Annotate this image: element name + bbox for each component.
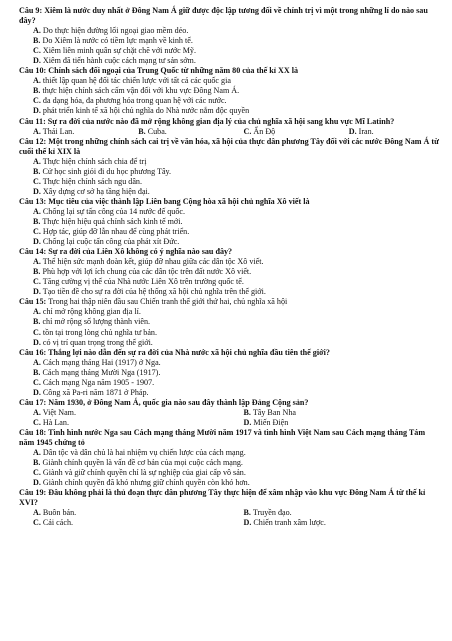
question-10	[19, 66, 440, 116]
option-letter: D.	[33, 287, 41, 297]
option-c	[19, 328, 440, 338]
question-stem: Mục tiêu của việc thành lập Liên bang Cộng hòa xã hội chủ nghĩa Xô viết là	[48, 196, 310, 206]
option-text: Giành chính quyền là vấn đề cơ bản của mọi cuộc cách mạng.	[42, 458, 243, 468]
option-letter: A.	[33, 307, 41, 317]
option-letter: C.	[33, 176, 41, 186]
option-a	[19, 257, 440, 267]
option-text: phát triển kinh tế xã hội chủ nghĩa do Nhà nước nắm độc quyền	[42, 106, 250, 116]
option-text: Cách mạng Nga năm 1905 - 1907.	[42, 377, 155, 387]
option-text: Xiêm liên minh quân sự chặt chẽ với nước Mỹ.	[42, 46, 197, 56]
question-label: Câu 17:	[19, 397, 47, 407]
option-b	[230, 408, 441, 418]
option-text: Chiến tranh xâm lược.	[253, 518, 326, 528]
option-text: Giành chính quyền đã khó nhưng giữ chính quyền còn khó hơn.	[42, 478, 250, 488]
option-d	[19, 187, 440, 197]
option-row	[19, 127, 440, 137]
option-letter: C.	[33, 96, 41, 106]
question-label: Câu 13:	[19, 196, 47, 206]
option-letter: D.	[33, 387, 41, 397]
option-text: thiết lập quan hệ đối tác chiến lược với tất cả các quốc gia	[42, 76, 231, 86]
option-a	[19, 157, 440, 167]
option-d	[19, 237, 440, 247]
option-b	[19, 267, 440, 277]
option-c	[19, 96, 440, 106]
option-letter: B.	[33, 216, 41, 226]
option-letter: A.	[33, 206, 41, 216]
option-letter: C.	[243, 126, 252, 136]
question-label: Câu 18:	[19, 427, 47, 437]
option-text: Chống lại sự tấn công của 14 nước đế quốc.	[42, 206, 185, 216]
option-text: Tây Ban Nha	[252, 407, 296, 417]
option-text: Xây dựng cơ sở hạ tầng hiện đại.	[42, 186, 150, 196]
option-letter: B.	[33, 367, 41, 377]
option-text: tồn tại trong lòng chủ nghĩa tư bản.	[42, 327, 157, 337]
option-text: Do Xiêm là nước có tiềm lực mạnh về kinh tế.	[42, 36, 193, 46]
option-letter: D.	[348, 126, 357, 136]
option-letter: D.	[33, 56, 41, 66]
option-text: Iran.	[358, 126, 374, 136]
option-text: Thái Lan.	[42, 126, 75, 136]
option-row	[19, 418, 440, 428]
option-c	[19, 468, 440, 478]
option-b	[19, 368, 440, 378]
question-text	[19, 488, 440, 508]
option-text: có vị trí quan trọng trong thế giới.	[42, 337, 153, 347]
question-stem: Năm 1930, ở Đông Nam Á, quốc gia nào sau đây thành lập Đảng Cộng sản?	[48, 397, 309, 407]
option-letter: D.	[33, 478, 41, 488]
option-text: Hợp tác, giúp đỡ lẫn nhau để cùng phát triển.	[42, 227, 190, 237]
option-text: Cử học sinh giỏi đi du học phương Tây.	[42, 166, 172, 176]
question-label: Câu 12:	[19, 136, 47, 146]
option-text: Cách mạng tháng Hai (1917) ở Nga.	[42, 357, 161, 367]
option-text: Giành và giữ chính quyền chỉ là sự nghiệp của giai cấp vô sản.	[42, 468, 246, 478]
option-letter: B.	[243, 508, 251, 518]
option-letter: D.	[33, 106, 41, 116]
option-letter: B.	[243, 407, 251, 417]
option-text: Cuba.	[147, 126, 167, 136]
option-letter: B.	[33, 267, 41, 277]
question-text	[19, 117, 440, 127]
option-c	[19, 227, 440, 237]
question-label: Câu 19:	[19, 488, 47, 498]
option-a	[19, 207, 440, 217]
option-letter: B.	[138, 126, 146, 136]
option-row	[19, 508, 440, 518]
question-stem: Một trong những chính sách cai trị về văn hóa, xã hội của thực dân phương Tây đối với các nước Đông Nam Á từ cuối thế kỉ XIX là	[19, 136, 439, 156]
option-text: Truyền đạo.	[252, 508, 292, 518]
option-letter: B.	[33, 317, 41, 327]
option-a	[19, 127, 124, 137]
option-c	[19, 46, 440, 56]
option-a	[19, 26, 440, 36]
option-letter: D.	[33, 186, 41, 196]
option-b	[19, 86, 440, 96]
option-text: đa dạng hóa, đa phương hóa trong quan hệ với các nước.	[42, 96, 227, 106]
question-label: Câu 11:	[19, 116, 46, 126]
option-b	[19, 317, 440, 327]
option-letter: D.	[33, 337, 41, 347]
option-d	[19, 287, 440, 297]
question-text	[19, 398, 440, 408]
option-text: Ấn Độ	[253, 126, 276, 136]
option-letter: C.	[33, 227, 41, 237]
option-letter: A.	[33, 76, 41, 86]
option-d	[335, 127, 440, 137]
option-c	[19, 518, 230, 528]
question-label: Câu 16:	[19, 347, 47, 357]
question-label: Câu 9:	[19, 6, 43, 15]
question-label: Câu 10:	[19, 66, 47, 76]
option-text: Cách mạng tháng Mười Nga (1917).	[42, 367, 161, 377]
question-12	[19, 137, 440, 197]
option-letter: C.	[33, 377, 41, 387]
option-text: Công xã Pa-ri năm 1871 ở Pháp.	[42, 387, 149, 397]
question-text	[19, 297, 440, 307]
option-text: Tạo tiền đề cho sự ra đời của hệ thống xã hội chủ nghĩa trên thế giới.	[42, 287, 266, 297]
option-text: Xiêm đã tiến hành cuộc cách mạng tư sản sớm.	[42, 56, 196, 66]
option-d	[19, 106, 440, 116]
question-11	[19, 117, 440, 137]
question-label: Câu 15:	[19, 297, 47, 307]
option-a	[19, 358, 440, 368]
option-text: Cải cách.	[42, 518, 74, 528]
option-letter: A.	[33, 26, 41, 36]
question-17	[19, 398, 440, 428]
question-19	[19, 488, 440, 528]
option-text: Phù hợp với lợi ích chung của các dân tộc trên đất nước Xô viết.	[42, 267, 252, 277]
question-15	[19, 297, 440, 347]
option-b	[19, 167, 440, 177]
option-row	[19, 408, 440, 418]
option-text: Tăng cường vị thế của Nhà nước Liên Xô trên trường quốc tế.	[42, 277, 244, 287]
option-letter: D.	[243, 417, 252, 427]
option-letter: A.	[33, 407, 41, 417]
option-letter: C.	[33, 277, 41, 287]
option-text: Dân tộc và dân chủ là hai nhiệm vụ chiến lược của cách mạng.	[42, 448, 246, 458]
question-18	[19, 428, 440, 488]
option-b	[124, 127, 229, 137]
option-letter: C.	[33, 46, 41, 56]
option-b	[19, 36, 440, 46]
option-d	[230, 518, 441, 528]
option-a	[19, 408, 230, 418]
option-letter: C.	[33, 417, 41, 427]
option-text: Thực hiện chính sách ngu dân.	[42, 176, 143, 186]
option-letter: D.	[33, 237, 41, 247]
option-text: thực hiện chính sách cấm vận đối với khu vực Đông Nam Á.	[42, 86, 240, 96]
option-letter: C.	[33, 327, 41, 337]
option-text: Hà Lan.	[42, 417, 69, 427]
option-letter: B.	[33, 36, 41, 46]
question-text	[19, 66, 440, 76]
question-text	[19, 197, 440, 207]
option-b	[19, 217, 440, 227]
option-text: Do thực hiện đường lối ngoại giao mềm dẻo.	[42, 26, 189, 36]
option-letter: A.	[33, 508, 41, 518]
question-stem: Trong hai thập niên đầu sau Chiến tranh thế giới thứ hai, chủ nghĩa xã hội	[48, 297, 288, 307]
option-letter: A.	[33, 156, 41, 166]
option-letter: B.	[33, 166, 41, 176]
question-stem: Sự ra đời của Liên Xô không có ý nghĩa nào sau đây?	[48, 247, 233, 257]
option-d	[19, 56, 440, 66]
option-text: chỉ mở rộng không gian địa lí.	[42, 307, 141, 317]
option-a	[19, 76, 440, 86]
option-letter: B.	[33, 86, 41, 96]
option-a	[19, 307, 440, 317]
option-text: Miến Điện	[253, 417, 289, 427]
option-letter: A.	[33, 257, 41, 267]
option-text: Thể hiện sức mạnh đoàn kết, giúp đỡ nhau giữa các dân tộc Xô viết.	[42, 257, 264, 267]
question-14	[19, 247, 440, 297]
option-text: Buôn bán.	[42, 508, 77, 518]
option-letter: C.	[33, 518, 41, 528]
option-text: Việt Nam.	[42, 407, 76, 417]
option-d	[19, 338, 440, 348]
question-text	[19, 428, 440, 448]
option-c	[19, 177, 440, 187]
question-stem: Sự ra đời của nước nào đã mở rộng không gian địa lý của chủ nghĩa xã hội sang khu vực Mĩ Latinh?	[47, 116, 395, 126]
option-letter: A.	[33, 448, 41, 458]
option-a	[19, 508, 230, 518]
option-c	[19, 378, 440, 388]
question-stem: Tình hình nước Nga sau Cách mạng tháng Mười năm 1917 và tình hình Việt Nam sau Cách mạng tháng Tám năm 1945 chứng tỏ	[19, 427, 426, 448]
option-letter: D.	[243, 518, 252, 528]
question-16	[19, 348, 440, 398]
question-stem: Thắng lợi nào dẫn đến sự ra đời của Nhà nước xã hội chủ nghĩa đầu tiên thế giới?	[48, 347, 330, 357]
question-text	[19, 137, 440, 157]
option-text: Chống lại cuộc tấn công của phát xít Đức.	[42, 237, 180, 247]
question-13	[19, 197, 440, 247]
question-stem: Chính sách đối ngoại của Trung Quốc từ những năm 80 của thế kỉ XX là	[48, 66, 299, 76]
option-text: chỉ mở rộng số lượng thành viên.	[42, 317, 151, 327]
option-d	[230, 418, 441, 428]
option-text: Thực hiện chính sách chia để trị	[42, 156, 147, 166]
option-letter: B.	[33, 458, 41, 468]
option-d	[19, 388, 440, 398]
option-letter: A.	[33, 126, 41, 136]
option-text: Thực hiện hiệu quả chính sách kinh tế mới.	[42, 216, 183, 226]
option-row	[19, 518, 440, 528]
question-text	[19, 247, 440, 257]
option-c	[19, 277, 440, 287]
option-b	[230, 508, 441, 518]
option-a	[19, 448, 440, 458]
option-b	[19, 458, 440, 468]
option-c	[19, 418, 230, 428]
option-letter: C.	[33, 468, 41, 478]
question-stem: Xiêm là nước duy nhất ở Đông Nam Á giữ được độc lập tương đối về chính trị vì một trong những lí do nào sau đây?	[19, 6, 428, 26]
question-9	[19, 6, 440, 66]
question-label: Câu 14:	[19, 247, 47, 257]
option-letter: A.	[33, 357, 41, 367]
question-stem: Đâu không phải là thủ đoạn thực dân phương Tây thực hiện để xâm nhập vào khu vực Đông Nam Á từ thế kỉ XVI?	[19, 488, 426, 508]
option-c	[230, 127, 335, 137]
question-text	[19, 348, 440, 358]
question-text	[19, 6, 440, 26]
option-d	[19, 478, 440, 488]
